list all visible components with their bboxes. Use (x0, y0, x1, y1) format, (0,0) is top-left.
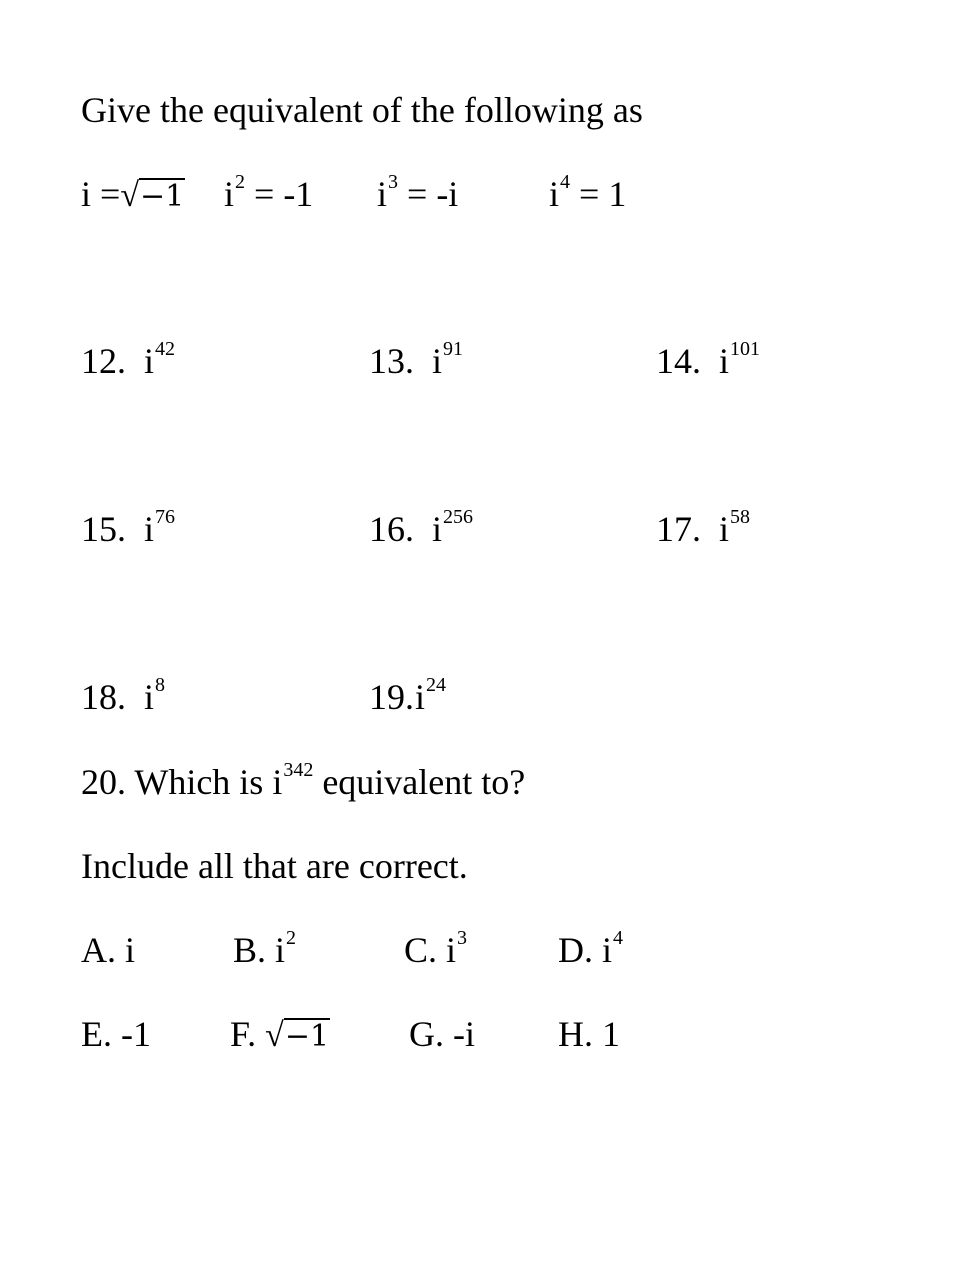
problem-base: i (432, 509, 443, 549)
problem-exponent: 256 (443, 506, 474, 528)
choice-b-exponent: 2 (286, 927, 297, 949)
definition-i4 (549, 172, 626, 222)
choice-f (230, 1012, 330, 1058)
definition-i3-exponent: 3 (388, 171, 399, 193)
problem-13 (369, 339, 463, 389)
sqrt-symbol: √−1 (120, 177, 185, 214)
choice-f-label: F. (230, 1014, 257, 1054)
choice-b-label: B. i (233, 930, 286, 970)
problem-exponent: 58 (730, 506, 751, 528)
choice-g-label: G. -i (409, 1014, 475, 1054)
problem-exponent: 76 (155, 506, 176, 528)
problem-number: 12. (81, 341, 126, 381)
choice-b (233, 928, 296, 978)
choice-f-radicand: −1 (284, 1019, 330, 1054)
problem-base: i (432, 341, 443, 381)
sqrt-radicand: −1 (139, 179, 185, 214)
sqrt-symbol: √−1 (265, 1017, 330, 1054)
choice-h (558, 1012, 620, 1056)
question-20-prefix: 20. Which is i (81, 762, 283, 802)
problem-12 (81, 339, 175, 389)
choice-a-label: A. i (81, 930, 135, 970)
definition-i4-value: = 1 (579, 174, 627, 214)
definition-i3-value: = -i (407, 174, 459, 214)
problem-number: 15. (81, 509, 126, 549)
choice-d-label: D. i (558, 930, 612, 970)
problem-base: i (719, 509, 730, 549)
problem-exponent: 24 (426, 674, 447, 696)
problem-number: 14. (656, 341, 701, 381)
choice-e-label: E. -1 (81, 1014, 151, 1054)
problem-number: 19. (369, 677, 414, 717)
problem-19 (369, 675, 446, 725)
problem-base: i (144, 341, 155, 381)
choice-h-label: H. 1 (558, 1014, 620, 1054)
choice-c (404, 928, 467, 978)
problem-exponent: 101 (730, 338, 761, 360)
question-20-note: Include all that are correct. (81, 846, 468, 886)
problem-14 (656, 339, 760, 389)
problem-base: i (144, 509, 155, 549)
problem-exponent: 91 (443, 338, 464, 360)
problem-16 (369, 507, 473, 557)
definition-i2-value: = -1 (254, 174, 314, 214)
choice-c-label: C. i (404, 930, 457, 970)
problem-number: 13. (369, 341, 414, 381)
definition-i (81, 172, 185, 218)
problem-number: 17. (656, 509, 701, 549)
choice-d (558, 928, 623, 978)
choice-c-exponent: 3 (457, 927, 468, 949)
question-20 (81, 760, 525, 810)
problem-base: i (415, 677, 426, 717)
choice-e (81, 1012, 151, 1056)
problem-base: i (719, 341, 730, 381)
definition-i3-base: i (377, 174, 388, 214)
definition-i2-base: i (224, 174, 235, 214)
problem-number: 18. (81, 677, 126, 717)
choice-g (409, 1012, 475, 1056)
problem-exponent: 8 (155, 674, 166, 696)
question-20-suffix: equivalent to? (322, 762, 526, 802)
definition-i4-base: i (549, 174, 560, 214)
problem-base: i (144, 677, 155, 717)
definition-i3 (377, 172, 458, 222)
problem-exponent: 42 (155, 338, 176, 360)
instruction-text: Give the equivalent of the following as (81, 90, 643, 130)
problem-18 (81, 675, 165, 725)
definition-i4-exponent: 4 (560, 171, 571, 193)
problem-number: 16. (369, 509, 414, 549)
question-20-exponent: 342 (283, 759, 314, 781)
definition-i-lhs: i = (81, 174, 121, 214)
choice-d-exponent: 4 (613, 927, 623, 949)
definition-i2-exponent: 2 (235, 171, 246, 193)
problem-15 (81, 507, 175, 557)
problem-17 (656, 507, 750, 557)
choice-a (81, 928, 135, 972)
definition-i2 (224, 172, 313, 222)
